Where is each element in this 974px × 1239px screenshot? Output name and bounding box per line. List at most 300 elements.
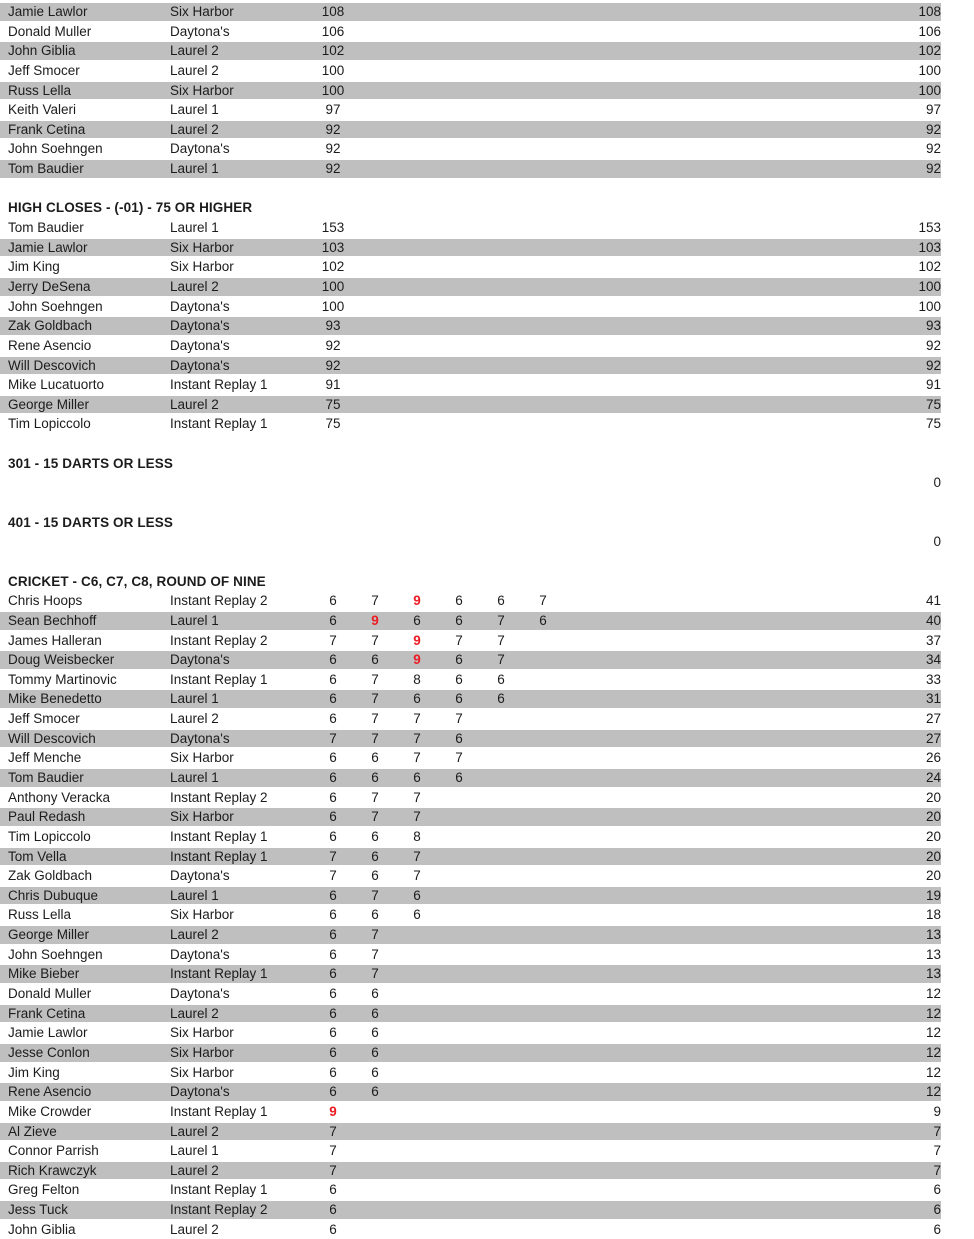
total-cell: 13	[925, 927, 941, 943]
table-row	[0, 788, 974, 808]
team-name: Laurel 2	[170, 396, 219, 412]
score-cell: 102	[321, 259, 345, 275]
player-name: Jim King	[8, 259, 60, 275]
team-name: Laurel 1	[170, 769, 219, 785]
table-row	[0, 689, 974, 709]
total-cell: 12	[925, 986, 941, 1002]
team-name: Daytona's	[170, 986, 230, 1002]
total-cell: 92	[925, 161, 941, 177]
score-cell: 6	[371, 1064, 379, 1080]
team-name: Instant Replay 1	[170, 966, 268, 982]
team-name: Six Harbor	[170, 750, 234, 766]
total-cell: 18	[925, 907, 941, 923]
team-name: Instant Replay 2	[170, 1202, 268, 1218]
total-cell: 100	[918, 298, 941, 314]
score-cell: 7	[371, 887, 379, 903]
total-cell: 92	[925, 121, 941, 137]
total-cell: 19	[925, 887, 941, 903]
team-name: Laurel 1	[170, 220, 219, 236]
table-row	[0, 591, 974, 611]
score-cell: 92	[325, 121, 341, 137]
player-name: Will Descovich	[8, 730, 96, 746]
total-cell: 12	[925, 1044, 941, 1060]
player-name: Tommy Martinovic	[8, 671, 117, 687]
score-cell: 75	[325, 396, 341, 412]
table-row	[0, 375, 974, 395]
table-row	[0, 159, 974, 179]
team-name: Instant Replay 1	[170, 1182, 268, 1198]
score-cell: 7	[371, 711, 379, 727]
score-cell: 6	[329, 887, 337, 903]
score-cell: 8	[413, 671, 421, 687]
score-cell: 6	[371, 986, 379, 1002]
player-name: Donald Muller	[8, 986, 92, 1002]
total-cell: 20	[925, 868, 941, 884]
table-row	[0, 1102, 974, 1122]
player-name: Jess Tuck	[8, 1202, 69, 1218]
score-cell: 7	[413, 711, 421, 727]
score-cell: 7	[371, 809, 379, 825]
score-cell: 6	[497, 593, 505, 609]
total-cell: 92	[925, 337, 941, 353]
team-name: Daytona's	[170, 357, 230, 373]
table-row	[0, 984, 974, 1004]
table-row	[0, 768, 974, 788]
score-cell: 7	[329, 730, 337, 746]
score-cell: 6	[413, 887, 421, 903]
team-name: Six Harbor	[170, 1064, 234, 1080]
total-cell: 27	[925, 730, 941, 746]
player-name: Frank Cetina	[8, 121, 86, 137]
total-cell: 20	[925, 809, 941, 825]
total-cell: 102	[918, 43, 941, 59]
table-row	[0, 670, 974, 690]
score-cell: 6	[455, 593, 463, 609]
player-name: Mike Benedetto	[8, 691, 102, 707]
total-cell: 102	[918, 259, 941, 275]
player-name: John Soehngen	[8, 946, 103, 962]
table-row	[0, 1004, 974, 1024]
table-row	[0, 1200, 974, 1220]
team-name: Daytona's	[170, 23, 230, 39]
total-cell: 20	[925, 828, 941, 844]
total-cell: 97	[925, 102, 941, 118]
player-name: Mike Crowder	[8, 1103, 92, 1119]
team-name: Laurel 1	[170, 612, 219, 628]
total-cell: 92	[925, 141, 941, 157]
table-row	[0, 847, 974, 867]
player-name: Tom Baudier	[8, 220, 84, 236]
score-cell: 6	[371, 828, 379, 844]
player-name: Tom Baudier	[8, 161, 84, 177]
score-cell: 7	[371, 632, 379, 648]
player-name: John Giblia	[8, 43, 76, 59]
table-row	[0, 277, 974, 297]
total-cell: 153	[918, 220, 941, 236]
total-cell: 106	[918, 23, 941, 39]
team-name: Laurel 1	[170, 102, 219, 118]
score-cell: 7	[413, 868, 421, 884]
team-name: Laurel 2	[170, 927, 219, 943]
total-cell: 7	[933, 1143, 941, 1159]
score-cell: 106	[321, 23, 345, 39]
total-cell: 27	[925, 711, 941, 727]
score-cell: 92	[325, 141, 341, 157]
section-title: 301 - 15 DARTS OR LESS	[8, 455, 173, 471]
team-name: Six Harbor	[170, 82, 234, 98]
total-cell: 12	[925, 1025, 941, 1041]
score-cell: 6	[371, 652, 379, 668]
table-row	[0, 414, 974, 434]
total-cell: 12	[925, 1064, 941, 1080]
table-row	[0, 1023, 974, 1043]
table-row	[0, 1161, 974, 1181]
score-cell: 7	[455, 711, 463, 727]
score-cell: 6	[455, 691, 463, 707]
score-cell: 7	[371, 691, 379, 707]
table-row	[0, 1082, 974, 1102]
total-cell: 12	[925, 1084, 941, 1100]
score-cell: 6	[329, 1182, 337, 1198]
score-cell: 97	[325, 102, 341, 118]
table-row	[0, 100, 974, 120]
score-cell: 7	[455, 632, 463, 648]
score-cell: 6	[371, 750, 379, 766]
table-row	[0, 1063, 974, 1083]
total-cell: 108	[918, 4, 941, 19]
team-name: Instant Replay 1	[170, 1103, 268, 1119]
player-name: Greg Felton	[8, 1182, 80, 1198]
score-cell: 6	[329, 907, 337, 923]
table-row	[0, 807, 974, 827]
team-name: Six Harbor	[170, 907, 234, 923]
score-cell: 108	[321, 4, 345, 19]
total-cell: 6	[933, 1221, 941, 1237]
score-cell: 6	[329, 966, 337, 982]
score-cell: 6	[413, 691, 421, 707]
total-cell: 20	[925, 848, 941, 864]
score-cell: 93	[325, 318, 341, 334]
score-cell: 6	[329, 1221, 337, 1237]
team-name: Six Harbor	[170, 809, 234, 825]
section-gap	[0, 493, 974, 513]
total-cell: 75	[925, 416, 941, 432]
team-name: Six Harbor	[170, 1025, 234, 1041]
total-cell: 40	[925, 612, 941, 628]
table-row	[0, 631, 974, 651]
total-cell: 37	[925, 632, 941, 648]
player-name: Mike Lucatuorto	[8, 377, 105, 393]
score-cell: 6	[329, 1044, 337, 1060]
score-cell: 100	[321, 82, 345, 98]
score-cell: 7	[497, 632, 505, 648]
table-row	[0, 120, 974, 140]
table-row	[0, 1141, 974, 1161]
team-name: Daytona's	[170, 318, 230, 334]
score-cell: 6	[329, 1064, 337, 1080]
score-cell: 6	[329, 986, 337, 1002]
player-name: Sean Bechhoff	[8, 612, 97, 628]
player-name: John Giblia	[8, 1221, 76, 1237]
player-name: Jamie Lawlor	[8, 4, 88, 19]
section-gap	[0, 179, 974, 199]
team-name: Laurel 2	[170, 1162, 219, 1178]
total-cell: 13	[925, 966, 941, 982]
player-name: Jerry DeSena	[8, 278, 91, 294]
score-cell: 103	[321, 239, 345, 255]
table-row	[0, 2, 974, 22]
score-cell: 6	[371, 1084, 379, 1100]
total-cell: 6	[933, 1182, 941, 1198]
table-row	[0, 356, 974, 376]
score-cell: 100	[321, 298, 345, 314]
score-cell: 6	[413, 769, 421, 785]
score-cell: 7	[371, 966, 379, 982]
team-name: Daytona's	[170, 652, 230, 668]
total-cell: 9	[933, 1103, 941, 1119]
player-name: Rene Asencio	[8, 337, 92, 353]
table-row	[0, 964, 974, 984]
team-name: Instant Replay 1	[170, 671, 268, 687]
score-cell: 9	[371, 612, 379, 628]
total-cell: 100	[918, 62, 941, 78]
table-row	[0, 905, 974, 925]
section-total: 0	[933, 534, 941, 550]
total-cell: 20	[925, 789, 941, 805]
score-cell: 6	[329, 946, 337, 962]
total-cell: 91	[925, 377, 941, 393]
team-name: Laurel 2	[170, 62, 219, 78]
player-name: Zak Goldbach	[8, 318, 93, 334]
player-name: George Miller	[8, 396, 90, 412]
table-row	[0, 650, 974, 670]
team-name: Laurel 1	[170, 691, 219, 707]
score-cell: 6	[371, 1025, 379, 1041]
score-cell: 6	[329, 1025, 337, 1041]
table-row	[0, 827, 974, 847]
score-cell: 7	[329, 1143, 337, 1159]
team-name: Laurel 2	[170, 121, 219, 137]
score-cell: 6	[455, 671, 463, 687]
team-name: Laurel 2	[170, 1005, 219, 1021]
total-cell: 13	[925, 946, 941, 962]
table-row	[0, 257, 974, 277]
player-name: Tom Vella	[8, 848, 67, 864]
player-name: Keith Valeri	[8, 102, 77, 118]
total-cell: 7	[933, 1162, 941, 1178]
player-name: Tim Lopiccolo	[8, 828, 91, 844]
section-title: CRICKET - C6, C7, C8, ROUND OF NINE	[8, 573, 266, 589]
player-name: Jeff Menche	[8, 750, 82, 766]
player-name: John Soehngen	[8, 298, 103, 314]
score-cell: 6	[329, 789, 337, 805]
player-name: Al Zieve	[8, 1123, 57, 1139]
section-title-row	[0, 513, 974, 533]
score-cell: 7	[413, 809, 421, 825]
player-name: George Miller	[8, 927, 90, 943]
total-cell: 92	[925, 357, 941, 373]
score-cell: 7	[329, 848, 337, 864]
team-name: Daytona's	[170, 337, 230, 353]
score-cell: 6	[329, 927, 337, 943]
player-name: Tim Lopiccolo	[8, 416, 91, 432]
score-cell: 6	[329, 809, 337, 825]
score-cell: 6	[371, 848, 379, 864]
total-cell: 6	[933, 1202, 941, 1218]
player-name: Tom Baudier	[8, 769, 84, 785]
table-row	[0, 41, 974, 61]
team-name: Instant Replay 2	[170, 593, 268, 609]
team-name: Laurel 2	[170, 43, 219, 59]
table-row	[0, 1180, 974, 1200]
score-cell: 6	[329, 1084, 337, 1100]
score-cell: 6	[329, 612, 337, 628]
section-total: 0	[933, 475, 941, 491]
score-cell: 6	[455, 730, 463, 746]
table-row	[0, 81, 974, 101]
table-row	[0, 316, 974, 336]
score-cell: 9	[413, 652, 421, 668]
team-name: Daytona's	[170, 868, 230, 884]
player-name: Jesse Conlon	[8, 1044, 90, 1060]
table-row	[0, 139, 974, 159]
score-cell: 7	[497, 652, 505, 668]
section-total-row	[0, 473, 974, 493]
table-row	[0, 945, 974, 965]
score-cell: 100	[321, 278, 345, 294]
section-title-row	[0, 454, 974, 474]
total-cell: 93	[925, 318, 941, 334]
score-cell: 7	[329, 632, 337, 648]
total-cell: 33	[925, 671, 941, 687]
team-name: Laurel 1	[170, 161, 219, 177]
score-cell: 6	[371, 769, 379, 785]
score-cell: 6	[455, 652, 463, 668]
player-name: Donald Muller	[8, 23, 92, 39]
team-name: Instant Replay 2	[170, 789, 268, 805]
team-name: Daytona's	[170, 730, 230, 746]
total-cell: 24	[925, 769, 941, 785]
score-cell: 92	[325, 337, 341, 353]
score-cell: 6	[371, 868, 379, 884]
score-cell: 7	[371, 730, 379, 746]
total-cell: 100	[918, 278, 941, 294]
score-cell: 6	[371, 1005, 379, 1021]
score-cell: 6	[455, 612, 463, 628]
table-row	[0, 336, 974, 356]
score-cell: 6	[413, 907, 421, 923]
score-cell: 6	[329, 671, 337, 687]
player-name: Rene Asencio	[8, 1084, 92, 1100]
total-cell: 31	[925, 691, 941, 707]
score-cell: 7	[371, 671, 379, 687]
player-name: Mike Bieber	[8, 966, 80, 982]
score-cell: 7	[371, 593, 379, 609]
score-cell: 6	[371, 907, 379, 923]
total-cell: 103	[918, 239, 941, 255]
score-cell: 91	[325, 377, 341, 393]
score-cell: 6	[539, 612, 547, 628]
table-row	[0, 1122, 974, 1142]
table-row	[0, 866, 974, 886]
table-row	[0, 395, 974, 415]
score-cell: 6	[329, 1202, 337, 1218]
score-cell: 7	[455, 750, 463, 766]
team-name: Laurel 2	[170, 1123, 219, 1139]
player-name: Jamie Lawlor	[8, 239, 88, 255]
score-cell: 6	[329, 769, 337, 785]
table-row	[0, 925, 974, 945]
score-cell: 7	[413, 730, 421, 746]
team-name: Instant Replay 1	[170, 416, 268, 432]
score-cell: 102	[321, 43, 345, 59]
score-cell: 6	[329, 593, 337, 609]
score-cell: 6	[329, 652, 337, 668]
player-name: John Soehngen	[8, 141, 103, 157]
section-title-row	[0, 198, 974, 218]
player-name: Jamie Lawlor	[8, 1025, 88, 1041]
team-name: Instant Replay 1	[170, 848, 268, 864]
table-row	[0, 297, 974, 317]
team-name: Instant Replay 1	[170, 377, 268, 393]
table-row	[0, 218, 974, 238]
player-name: Frank Cetina	[8, 1005, 86, 1021]
table-row	[0, 748, 974, 768]
player-name: Chris Dubuque	[8, 887, 99, 903]
team-name: Laurel 2	[170, 278, 219, 294]
score-cell: 6	[329, 691, 337, 707]
player-name: Connor Parrish	[8, 1143, 99, 1159]
score-cell: 6	[413, 612, 421, 628]
player-name: Chris Hoops	[8, 593, 83, 609]
section-gap	[0, 552, 974, 572]
score-cell: 6	[371, 1044, 379, 1060]
team-name: Laurel 2	[170, 711, 219, 727]
section-total-row	[0, 532, 974, 552]
player-name: Will Descovich	[8, 357, 96, 373]
player-name: Zak Goldbach	[8, 868, 93, 884]
section-title: 401 - 15 DARTS OR LESS	[8, 514, 173, 530]
table-row	[0, 611, 974, 631]
score-cell: 7	[413, 789, 421, 805]
table-row	[0, 709, 974, 729]
score-cell: 92	[325, 161, 341, 177]
table-row	[0, 1043, 974, 1063]
total-cell: 34	[925, 652, 941, 668]
team-name: Laurel 1	[170, 1143, 219, 1159]
score-cell: 7	[329, 868, 337, 884]
total-cell: 41	[925, 593, 941, 609]
player-name: Jeff Smocer	[8, 711, 80, 727]
table-row	[0, 22, 974, 42]
score-cell: 8	[413, 828, 421, 844]
score-cell: 6	[329, 750, 337, 766]
score-cell: 6	[329, 828, 337, 844]
player-name: Russ Lella	[8, 907, 72, 923]
section-title: HIGH CLOSES - (-01) - 75 OR HIGHER	[8, 200, 253, 216]
player-name: Jeff Smocer	[8, 62, 80, 78]
team-name: Six Harbor	[170, 4, 234, 19]
team-name: Instant Replay 1	[170, 828, 268, 844]
total-cell: 26	[925, 750, 941, 766]
player-name: Jim King	[8, 1064, 60, 1080]
team-name: Daytona's	[170, 1084, 230, 1100]
score-cell: 7	[329, 1123, 337, 1139]
score-cell: 9	[329, 1103, 337, 1119]
score-cell: 7	[497, 612, 505, 628]
total-cell: 12	[925, 1005, 941, 1021]
score-cell: 153	[321, 220, 345, 236]
